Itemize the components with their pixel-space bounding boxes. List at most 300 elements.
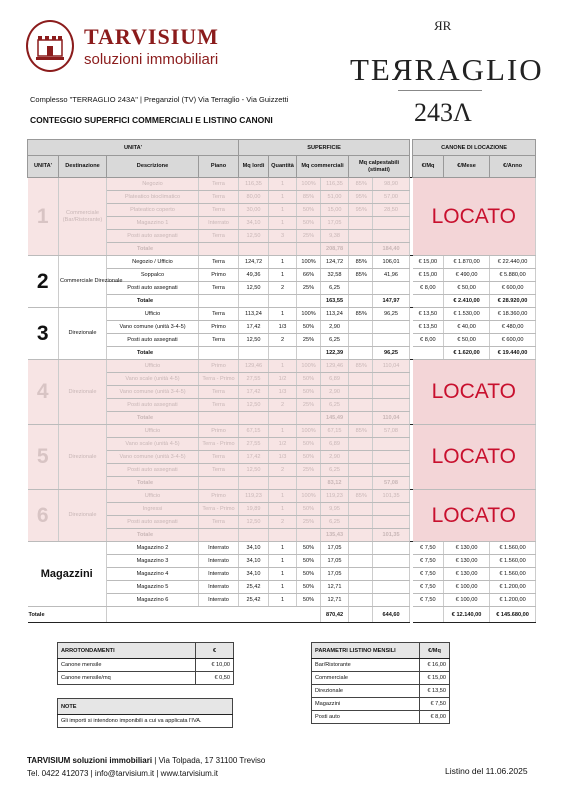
floor-cell: Interrato: [199, 581, 239, 594]
parametri-row: [312, 698, 450, 711]
parametri-title: PARAMETRI LISTINO MENSILI: [312, 643, 420, 659]
calp-coeff-cell: 85%: [351, 425, 373, 438]
parametri-label: Direzionale: [312, 685, 420, 698]
mq-lordi-cell: 17,42: [239, 451, 269, 464]
parametri-value: € 15,00: [420, 672, 450, 685]
floor-cell: Terra: [199, 451, 239, 464]
floor-cell: Terra: [199, 204, 239, 217]
eur-year-cell: € 5.880,00: [490, 269, 536, 282]
table-cell: [239, 529, 269, 542]
table-cell: [199, 477, 239, 490]
table-cell: [351, 295, 373, 308]
eur-month-cell: € 40,00: [444, 321, 490, 334]
table-cell: [351, 243, 373, 256]
mq-lordi-cell: 12,50: [239, 230, 269, 243]
locato-label: LOCATO: [413, 360, 536, 425]
coeff-cell: 25%: [297, 230, 321, 243]
mq-comm-cell: 113,24: [321, 308, 349, 321]
grand-total-mq-calp: 644,60: [373, 607, 410, 623]
mq-calp-cell: 57,00: [373, 191, 410, 204]
table-cell: [297, 412, 321, 425]
mq-calp-cell: [373, 321, 410, 334]
table-row: [28, 178, 536, 191]
column-header: Mq commerciali: [297, 156, 349, 178]
mq-calp-cell: [373, 217, 410, 230]
column-header: Descrizione: [107, 156, 199, 178]
coeff-cell: 25%: [297, 464, 321, 477]
table-row: [28, 425, 536, 438]
total-year: € 28.920,00: [490, 295, 536, 308]
calp-coeff-cell: [351, 451, 373, 464]
mq-calp-cell: [373, 464, 410, 477]
quantity-cell: 1: [269, 360, 297, 373]
description-cell: Ingressi: [107, 503, 199, 516]
listino-date: Listino del 11.06.2025: [445, 766, 528, 776]
eur-year-cell: € 480,00: [490, 321, 536, 334]
eur-year-cell: € 1.560,00: [490, 555, 536, 568]
unit-destination: Direzionale: [59, 360, 107, 425]
logo-subtitle: soluzioni immobiliari: [84, 51, 219, 68]
floor-cell: Terra: [199, 256, 239, 269]
mq-lordi-cell: 113,24: [239, 308, 269, 321]
total-mq-comm: 208,78: [321, 243, 349, 256]
coeff-cell: 50%: [297, 386, 321, 399]
mq-lordi-cell: 27,55: [239, 438, 269, 451]
eur-month-cell: € 490,00: [444, 269, 490, 282]
note-title: NOTE: [58, 699, 233, 715]
floor-cell: Terra: [199, 399, 239, 412]
eur-year-cell: € 18.360,00: [490, 308, 536, 321]
table-cell: [199, 295, 239, 308]
table-cell: [410, 386, 413, 399]
calp-coeff-cell: [351, 321, 373, 334]
table-cell: [269, 347, 297, 360]
table-row: [28, 490, 536, 503]
page-heading: CONTEGGIO SUPERFICI COMMERCIALI E LISTINO CANONI: [30, 115, 273, 125]
coeff-cell: 50%: [297, 555, 321, 568]
mq-calp-cell: [373, 373, 410, 386]
total-mq-comm: 145,49: [321, 412, 349, 425]
description-cell: Ufficio: [107, 308, 199, 321]
eur-year-cell: € 1.560,00: [490, 542, 536, 555]
description-cell: Ufficio: [107, 360, 199, 373]
mq-comm-cell: 6,25: [321, 464, 349, 477]
table-cell: [410, 373, 413, 386]
surfaces-table: [27, 139, 536, 623]
grand-total-label: Totale: [28, 607, 107, 623]
mq-comm-cell: 6,25: [321, 334, 349, 347]
description-cell: Vano scale (unità 4-5): [107, 438, 199, 451]
table-cell: [413, 295, 444, 308]
quantity-cell: 2: [269, 334, 297, 347]
table-cell: [269, 295, 297, 308]
table-cell: [351, 555, 373, 568]
parametri-label: Posti auto: [312, 711, 420, 724]
table-cell: [239, 243, 269, 256]
mq-lordi-cell: 67,15: [239, 425, 269, 438]
calp-coeff-cell: 85%: [351, 178, 373, 191]
brand-divider: [398, 90, 482, 91]
arrotondamenti-title: ARROTONDAMENTI: [58, 643, 196, 659]
mq-comm-cell: 32,58: [321, 269, 349, 282]
quantity-cell: 1/3: [269, 321, 297, 334]
coeff-cell: 50%: [297, 204, 321, 217]
table-cell: [413, 347, 444, 360]
floor-cell: Terra: [199, 334, 239, 347]
coeff-cell: 25%: [297, 516, 321, 529]
floor-cell: Terra - Primo: [199, 503, 239, 516]
mq-calp-cell: [373, 451, 410, 464]
mq-comm-cell: 15,00: [321, 204, 349, 217]
mq-lordi-cell: 34,10: [239, 568, 269, 581]
total-mq-calp: 57,08: [373, 477, 410, 490]
mq-calp-cell: [373, 399, 410, 412]
mq-lordi-cell: 119,23: [239, 490, 269, 503]
description-cell: Posti auto assegnati: [107, 516, 199, 529]
description-cell: Magazzino 1: [107, 217, 199, 230]
total-mq-comm: 122,39: [321, 347, 349, 360]
table-cell: [107, 607, 321, 623]
eur-mq-cell: € 7,50: [413, 568, 444, 581]
eur-year-cell: € 1.200,00: [490, 581, 536, 594]
total-mq-calp: 96,25: [373, 347, 410, 360]
description-cell: Soppalco: [107, 269, 199, 282]
total-label: Totale: [107, 243, 199, 256]
mq-calp-cell: 106,01: [373, 256, 410, 269]
total-month: € 1.620,00: [444, 347, 490, 360]
unit-destination: Commerciale Direzionale: [59, 256, 107, 308]
calp-coeff-cell: [351, 334, 373, 347]
unit-id: 4: [28, 360, 59, 425]
footer-address-rest: | Via Tolpada, 17 31100 Treviso: [154, 756, 266, 765]
mq-comm-cell: 9,38: [321, 230, 349, 243]
mq-calp-cell: 57,08: [373, 425, 410, 438]
floor-cell: Interrato: [199, 594, 239, 607]
mq-calp-cell: 96,25: [373, 308, 410, 321]
table-cell: [199, 412, 239, 425]
coeff-cell: 50%: [297, 217, 321, 230]
arr-label: Canone mensile: [58, 659, 196, 672]
castle-emblem-icon: [26, 20, 74, 72]
mq-lordi-cell: 80,00: [239, 191, 269, 204]
mq-lordi-cell: 12,50: [239, 516, 269, 529]
eur-mq-cell: € 13,50: [413, 308, 444, 321]
table-cell: [351, 477, 373, 490]
total-mq-calp: 110,04: [373, 412, 410, 425]
mq-lordi-cell: 25,42: [239, 594, 269, 607]
eur-month-cell: € 130,00: [444, 555, 490, 568]
total-label: Totale: [107, 412, 199, 425]
mq-lordi-cell: 12,50: [239, 282, 269, 295]
description-cell: Magazzino 4: [107, 568, 199, 581]
table-cell: [199, 529, 239, 542]
coeff-cell: 50%: [297, 542, 321, 555]
total-mq-calp: 147,97: [373, 295, 410, 308]
eur-month-cell: € 130,00: [444, 568, 490, 581]
parametri-label: Magazzini: [312, 698, 420, 711]
floor-cell: Terra: [199, 230, 239, 243]
column-header: €/Mq: [413, 156, 444, 178]
eur-mq-cell: € 7,50: [413, 542, 444, 555]
table-cell: [410, 191, 413, 204]
table-cell: [239, 477, 269, 490]
table-cell: [269, 529, 297, 542]
table-cell: [373, 555, 410, 568]
table-cell: [269, 477, 297, 490]
calp-coeff-cell: 85%: [351, 256, 373, 269]
floor-cell: Terra: [199, 386, 239, 399]
mq-calp-cell: [373, 386, 410, 399]
eur-month-cell: € 50,00: [444, 334, 490, 347]
unit-id: 6: [28, 490, 59, 542]
arr-label: Canone mensile/mq: [58, 672, 196, 685]
mq-comm-cell: 12,71: [321, 594, 349, 607]
calp-coeff-cell: [351, 503, 373, 516]
total-month: € 2.410,00: [444, 295, 490, 308]
unit-destination: Direzionale: [59, 425, 107, 490]
eur-mq-cell: € 15,00: [413, 256, 444, 269]
table-cell: [410, 503, 413, 516]
mq-calp-cell: [373, 334, 410, 347]
mq-comm-cell: 6,89: [321, 438, 349, 451]
unit-destination: Commerciale (Bar/Ristorante): [59, 178, 107, 256]
mq-calp-cell: [373, 516, 410, 529]
mq-comm-cell: 2,90: [321, 451, 349, 464]
coeff-cell: 25%: [297, 334, 321, 347]
table-cell: [199, 243, 239, 256]
parametri-table: [311, 642, 450, 724]
floor-cell: Terra: [199, 178, 239, 191]
grand-total-month: € 12.140,00: [444, 607, 490, 623]
table-cell: [373, 542, 410, 555]
mq-comm-cell: 17,05: [321, 542, 349, 555]
mq-calp-cell: [373, 503, 410, 516]
footer-company: TARVISIUM soluzioni immobiliari: [27, 756, 153, 765]
mq-comm-cell: 12,71: [321, 581, 349, 594]
magazzini-label: Magazzini: [28, 542, 107, 607]
mq-lordi-cell: 34,10: [239, 555, 269, 568]
total-label: Totale: [107, 477, 199, 490]
table-cell: [351, 542, 373, 555]
calp-coeff-cell: 95%: [351, 204, 373, 217]
brand-number: 243Λ: [414, 98, 472, 127]
description-cell: Posti auto assegnati: [107, 399, 199, 412]
quantity-cell: 1/2: [269, 373, 297, 386]
description-cell: Posti auto assegnati: [107, 230, 199, 243]
table-cell: [239, 412, 269, 425]
floor-cell: Primo: [199, 269, 239, 282]
table-cell: [297, 529, 321, 542]
coeff-cell: 50%: [297, 594, 321, 607]
mq-lordi-cell: 17,42: [239, 321, 269, 334]
mq-lordi-cell: 124,72: [239, 256, 269, 269]
mq-comm-cell: 2,90: [321, 321, 349, 334]
description-cell: Magazzino 2: [107, 542, 199, 555]
description-cell: Ufficio: [107, 490, 199, 503]
parametri-value: € 16,00: [420, 659, 450, 672]
table-cell: [351, 347, 373, 360]
table-cell: [297, 243, 321, 256]
footer-address: [27, 756, 265, 765]
table-cell: [410, 230, 413, 243]
table-cell: [239, 347, 269, 360]
coeff-cell: 50%: [297, 438, 321, 451]
table-row: [28, 308, 536, 321]
description-cell: Vano scale (unità 4-5): [107, 373, 199, 386]
quantity-cell: 1: [269, 425, 297, 438]
calp-coeff-cell: 85%: [351, 308, 373, 321]
mq-comm-cell: 17,05: [321, 568, 349, 581]
table-cell: [410, 451, 413, 464]
parametri-row: [312, 672, 450, 685]
total-label: Totale: [107, 295, 199, 308]
mq-comm-cell: 129,46: [321, 360, 349, 373]
quantity-cell: 1/3: [269, 386, 297, 399]
floor-cell: Primo: [199, 490, 239, 503]
coeff-cell: 50%: [297, 373, 321, 386]
mq-comm-cell: 17,05: [321, 217, 349, 230]
eur-mq-cell: € 13,50: [413, 321, 444, 334]
coeff-cell: 100%: [297, 308, 321, 321]
floor-cell: Primo: [199, 360, 239, 373]
column-header: Piano: [199, 156, 239, 178]
mq-lordi-cell: 17,42: [239, 386, 269, 399]
eur-month-cell: € 1.870,00: [444, 256, 490, 269]
table-cell: [297, 477, 321, 490]
quantity-cell: 2: [269, 399, 297, 412]
total-year: € 19.440,00: [490, 347, 536, 360]
table-cell: [351, 594, 373, 607]
total-mq-comm: 163,55: [321, 295, 349, 308]
mq-lordi-cell: 129,46: [239, 360, 269, 373]
column-header: UNITA': [28, 156, 59, 178]
eur-mq-cell: € 7,50: [413, 555, 444, 568]
description-cell: Vano comune (unità 3-4-5): [107, 386, 199, 399]
quantity-cell: 1: [269, 217, 297, 230]
mq-calp-cell: 110,04: [373, 360, 410, 373]
table-cell: [410, 399, 413, 412]
floor-cell: Terra: [199, 464, 239, 477]
mq-lordi-cell: 12,50: [239, 399, 269, 412]
mq-lordi-cell: 34,10: [239, 217, 269, 230]
mq-calp-cell: [373, 282, 410, 295]
floor-cell: Terra - Primo: [199, 438, 239, 451]
floor-cell: Terra: [199, 282, 239, 295]
unit-id: 5: [28, 425, 59, 490]
quantity-cell: 1: [269, 178, 297, 191]
eur-month-cell: € 100,00: [444, 594, 490, 607]
floor-cell: Primo: [199, 321, 239, 334]
description-cell: Negozio / Ufficio: [107, 256, 199, 269]
quantity-cell: 2: [269, 516, 297, 529]
mq-comm-cell: 6,25: [321, 282, 349, 295]
mq-calp-cell: [373, 438, 410, 451]
calp-coeff-cell: [351, 373, 373, 386]
description-cell: Plateatico coperto: [107, 204, 199, 217]
calp-coeff-cell: [351, 282, 373, 295]
column-header: €/Mese: [444, 156, 490, 178]
logo-name: TARVISIUM: [84, 24, 219, 49]
brand-monogram: ЯR: [434, 18, 452, 33]
quantity-cell: 1/2: [269, 438, 297, 451]
description-cell: Posti auto assegnati: [107, 334, 199, 347]
locato-label: LOCATO: [413, 490, 536, 542]
table-cell: [351, 529, 373, 542]
quantity-cell: 1: [269, 256, 297, 269]
table-cell: [351, 568, 373, 581]
quantity-cell: 1: [269, 542, 297, 555]
calp-coeff-cell: [351, 399, 373, 412]
floor-cell: Terra: [199, 191, 239, 204]
coeff-cell: 50%: [297, 451, 321, 464]
table-cell: [410, 243, 413, 256]
mq-comm-cell: 6,25: [321, 399, 349, 412]
eur-mq-cell: € 8,00: [413, 334, 444, 347]
floor-cell: Interrato: [199, 542, 239, 555]
mq-comm-cell: 116,35: [321, 178, 349, 191]
mq-lordi-cell: 27,55: [239, 373, 269, 386]
calp-coeff-cell: [351, 230, 373, 243]
table-row: [28, 360, 536, 373]
coeff-cell: 85%: [297, 191, 321, 204]
description-cell: Magazzino 5: [107, 581, 199, 594]
group-unita: UNITA': [28, 140, 239, 156]
description-cell: Posti auto assegnati: [107, 464, 199, 477]
table-cell: [351, 581, 373, 594]
mq-lordi-cell: 116,35: [239, 178, 269, 191]
total-mq-calp: 184,40: [373, 243, 410, 256]
total-mq-comm: 135,43: [321, 529, 349, 542]
mq-lordi-cell: 12,50: [239, 464, 269, 477]
eur-mq-cell: € 15,00: [413, 269, 444, 282]
mq-calp-cell: 41,96: [373, 269, 410, 282]
floor-cell: Interrato: [199, 568, 239, 581]
table-cell: [373, 581, 410, 594]
eur-month-cell: € 1.530,00: [444, 308, 490, 321]
parametri-row: [312, 659, 450, 672]
column-header: Quantità: [269, 156, 297, 178]
parametri-value: € 8,00: [420, 711, 450, 724]
description-cell: Plateatico bioclimatico: [107, 191, 199, 204]
table-cell: [410, 217, 413, 230]
column-header: Destinazione: [59, 156, 107, 178]
description-cell: Vano comune (unità 3-4-5): [107, 451, 199, 464]
table-row: [28, 542, 536, 555]
table-cell: [351, 412, 373, 425]
floor-cell: Interrato: [199, 555, 239, 568]
column-header: Mq calpestabili (stimati): [349, 156, 410, 178]
mq-lordi-cell: 12,50: [239, 334, 269, 347]
quantity-cell: 2: [269, 282, 297, 295]
mq-comm-cell: 6,25: [321, 516, 349, 529]
calp-coeff-cell: [351, 217, 373, 230]
parametri-label: Bar/Ristorante: [312, 659, 420, 672]
description-cell: Magazzino 6: [107, 594, 199, 607]
table-cell: [297, 295, 321, 308]
quantity-cell: 1: [269, 308, 297, 321]
calp-coeff-cell: [351, 438, 373, 451]
complex-line: Complesso "TERRAGLIO 243A" | Preganziol (TV) Via Terraglio - Via Guizzetti: [30, 95, 289, 104]
unit-destination: Direzionale: [59, 308, 107, 360]
floor-cell: Primo: [199, 425, 239, 438]
coeff-cell: 100%: [297, 360, 321, 373]
calp-coeff-cell: 95%: [351, 191, 373, 204]
table-cell: [373, 594, 410, 607]
table-cell: [410, 529, 413, 542]
total-mq-comm: 83,12: [321, 477, 349, 490]
eur-mq-cell: € 7,50: [413, 581, 444, 594]
mq-comm-cell: 2,90: [321, 386, 349, 399]
